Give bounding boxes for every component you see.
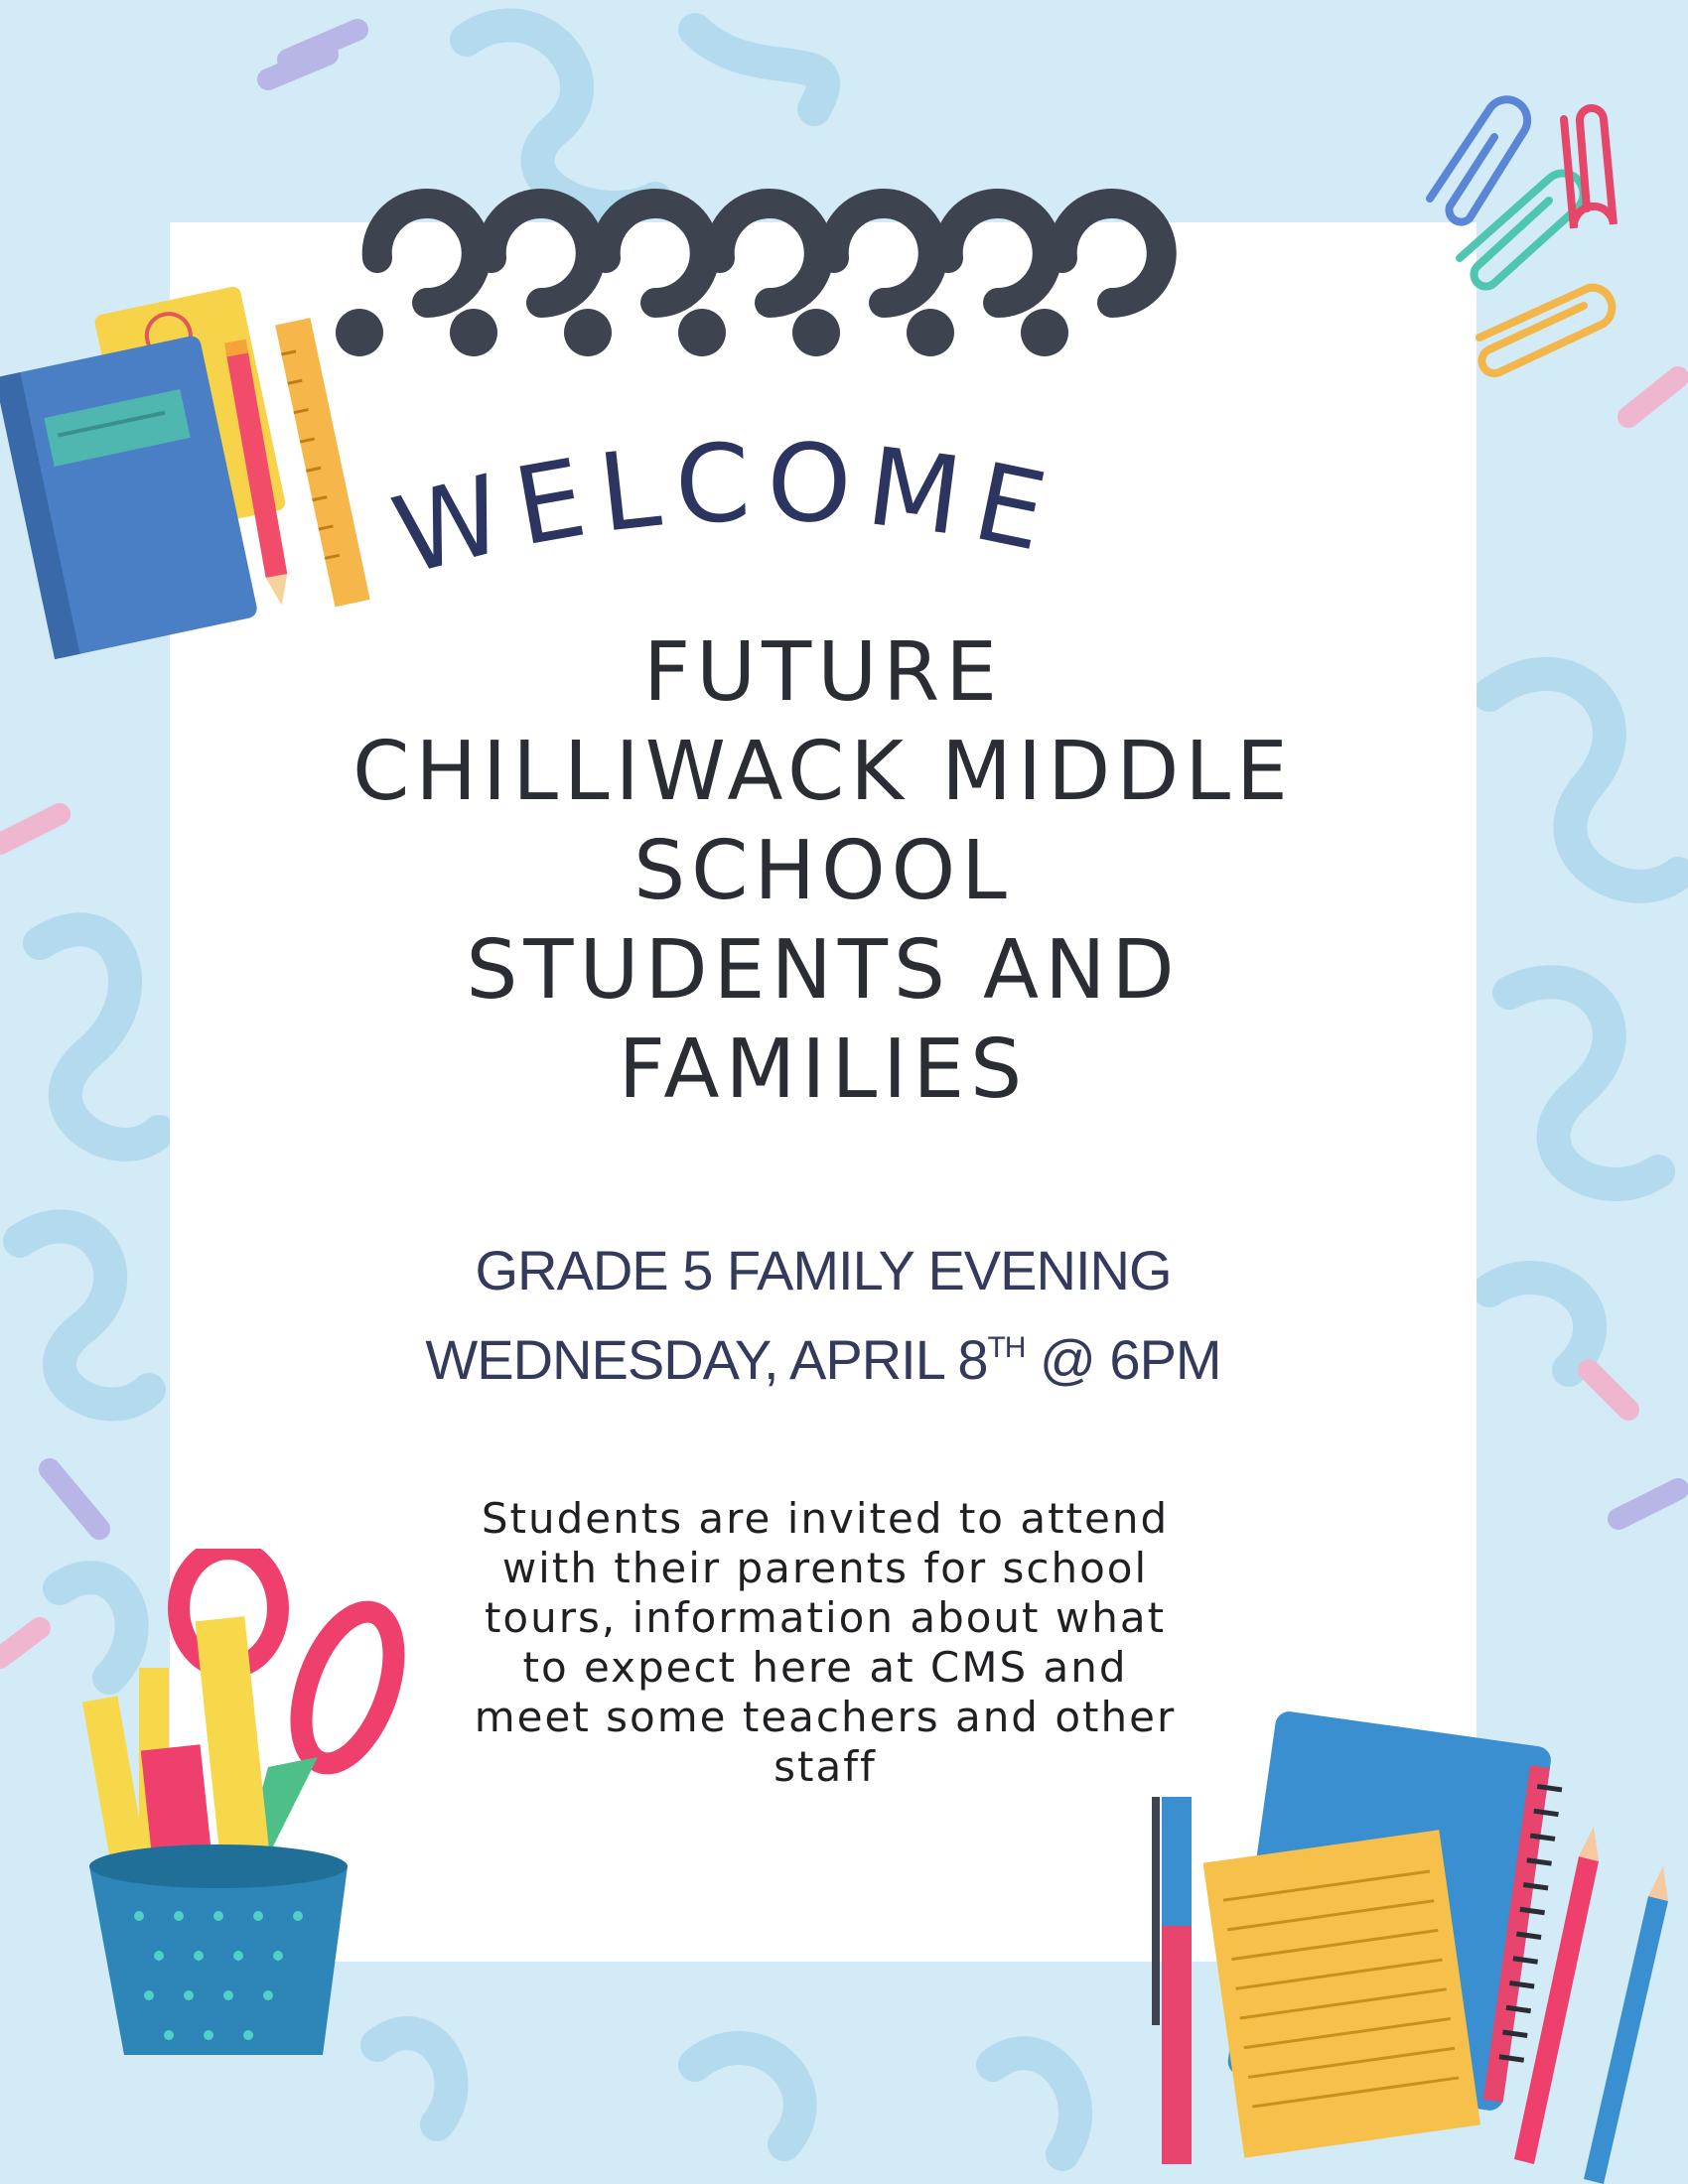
svg-text:WELCOME <box>382 421 1069 600</box>
pencil-cup-icon <box>79 1549 437 2065</box>
description-line: to expect here at CMS and <box>522 1643 1128 1692</box>
headline-line: SCHOOL <box>633 824 1013 918</box>
welcome-title: WELCOME <box>381 420 1069 600</box>
event-date <box>170 1327 1477 1392</box>
pen-icon <box>1152 1797 1192 2164</box>
ruler-icon <box>275 318 370 607</box>
headline-line: FAMILIES <box>618 1023 1029 1117</box>
description-line: staff <box>774 1742 877 1791</box>
notepad-icon <box>1142 1707 1688 2184</box>
colored-pencil-icon <box>1514 1827 1668 2184</box>
event-title: GRADE 5 FAMILY EVENING <box>475 1239 1172 1301</box>
notebook-icon <box>0 278 397 675</box>
headline-line: STUDENTS AND <box>466 923 1181 1018</box>
description-line: tours, information about what <box>484 1593 1167 1642</box>
event-date-suffix: TH <box>987 1331 1026 1364</box>
headline <box>170 623 1477 1120</box>
welcome-arc <box>377 407 1271 635</box>
headline-line: CHILLIWACK MIDDLE <box>352 725 1294 819</box>
paperclip-icon <box>1400 89 1688 387</box>
event-time: @ 6PM <box>1025 1328 1221 1391</box>
headline-line: FUTURE <box>642 625 1004 720</box>
event-description <box>408 1494 1242 1792</box>
description-line: with their parents for school <box>501 1544 1149 1592</box>
spiral-rings <box>298 159 1331 367</box>
description-line: meet some teachers and other <box>474 1693 1177 1741</box>
event-date-main: WEDNESDAY, APRIL 8 <box>425 1328 988 1391</box>
description-line: Students are invited to attend <box>481 1494 1170 1543</box>
